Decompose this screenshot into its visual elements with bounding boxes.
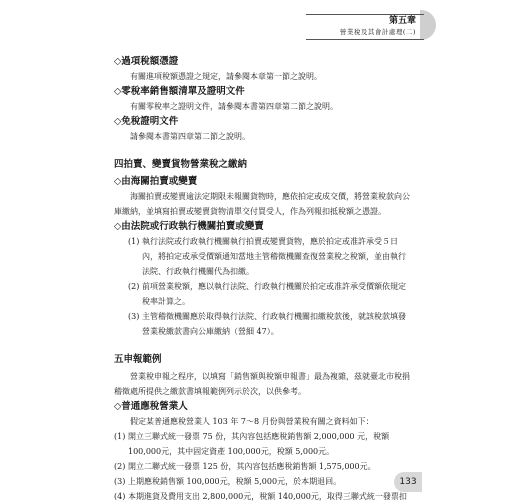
section-heading-court-auction: ◇由法院或行政執行機關拍賣或變賣	[114, 221, 264, 232]
list-item-text: 執行法院或行政執行機關執行拍賣或變賣貨物，應於拍定或准許承受５日內，將拍定或承受價額通知當地主管稽徵機關查復營業稅之稅額，並由執行法院、行政執行機關代為扣繳。	[142, 237, 406, 276]
chapter-header	[306, 14, 424, 40]
example-item-text: 開立三聯式統一發票 75 份，其內容包括應稅銷售額 2,000,000 元，稅額 100,000元，其中固定資產 100,000元，稅額 5,000元。	[128, 432, 390, 456]
example-item-number: (2)	[114, 462, 126, 471]
section-body-input-tax-vouchers: 有關進項稅額憑證之規定，請參閱本章第一節之說明。	[130, 72, 322, 81]
section-body-customs-auction: 海關拍賣或變賣逾法定期限未報關貨物時，應依拍定或成交價，將營業稅款向公庫繳納，並填寫拍賣或變賣貨物清單交付買受人，作為列報扣抵稅額之憑證。	[114, 192, 410, 216]
section-heading-zero-rate-list: ◇零稅率銷售額清單及證明文件	[114, 86, 245, 97]
section-body-exemption-docs: 請參閱本書第四章第二節之說明。	[130, 132, 250, 141]
example-item-number: (1)	[114, 432, 126, 441]
list-item-number: (1)	[128, 237, 140, 246]
part-heading-auction: 四拍賣、變賣貨物營業稅之繳納	[114, 159, 248, 170]
page-number: 133	[394, 472, 422, 492]
list-item-text: 前項營業稅額，應以執行法院、行政執行機關於拍定或准許承受價額依規定稅率計算之。	[142, 282, 406, 306]
example-item	[114, 429, 410, 459]
chapter-number: 第五章	[388, 16, 416, 26]
part-body-filing-example: 營業稅申報之程序，以填寫「銷售額與稅額申報書」最為複雜，茲就臺北市稅捐稽徵處所提供之繳款書填報範例列示於次，以供參考。	[114, 372, 410, 396]
section-heading-exemption-docs: ◇免稅證明文件	[114, 116, 179, 127]
section-body-zero-rate-list: 有關零稅率之證明文件，請參閱本書第四章第二節之說明。	[130, 102, 338, 111]
section-heading-ordinary-taxpayer: ◇普通應稅營業人	[114, 401, 188, 412]
example-item-text: 上期應稅銷售額 100,000元，稅額 5,000元，於本期退回。	[128, 477, 342, 486]
list-item-text: 主管稽徵機關應於取得執行法院、行政執行機關扣繳稅款後，就該稅款填發營業稅繳款書向公庫繳納（營細 47）。	[142, 312, 406, 336]
list-item-number: (2)	[128, 282, 140, 291]
chapter-subtitle: 營業稅及其會計處理(二)	[339, 28, 416, 36]
example-item	[114, 474, 410, 489]
section-heading-customs-auction: ◇由海關拍賣或變賣	[114, 176, 198, 187]
part-heading-filing-example: 五申報範例	[114, 354, 162, 365]
list-item-number: (3)	[128, 312, 140, 321]
example-item	[114, 489, 410, 504]
list-item	[114, 309, 410, 339]
example-item-text: 開立二聯式統一發票 125 份，其內容包括應稅銷售額 1,575,000元。	[128, 462, 376, 471]
section-heading-input-tax-vouchers: ◇過項稅額憑證	[114, 56, 179, 67]
list-item	[114, 234, 410, 279]
example-item	[114, 459, 410, 474]
section-body-ordinary-taxpayer: 假定某普通應稅營業人 103 年 7～8 月份與營業稅有關之資料如下：	[130, 417, 374, 426]
example-item-number: (4)	[114, 492, 126, 501]
example-item-text: 本期進貨及費用支出 2,800,000元，稅額 140,000元，取得三聯式統一發票扣	[128, 492, 407, 501]
list-item	[114, 279, 410, 309]
example-item-number: (3)	[114, 477, 126, 486]
main-content	[114, 54, 410, 504]
